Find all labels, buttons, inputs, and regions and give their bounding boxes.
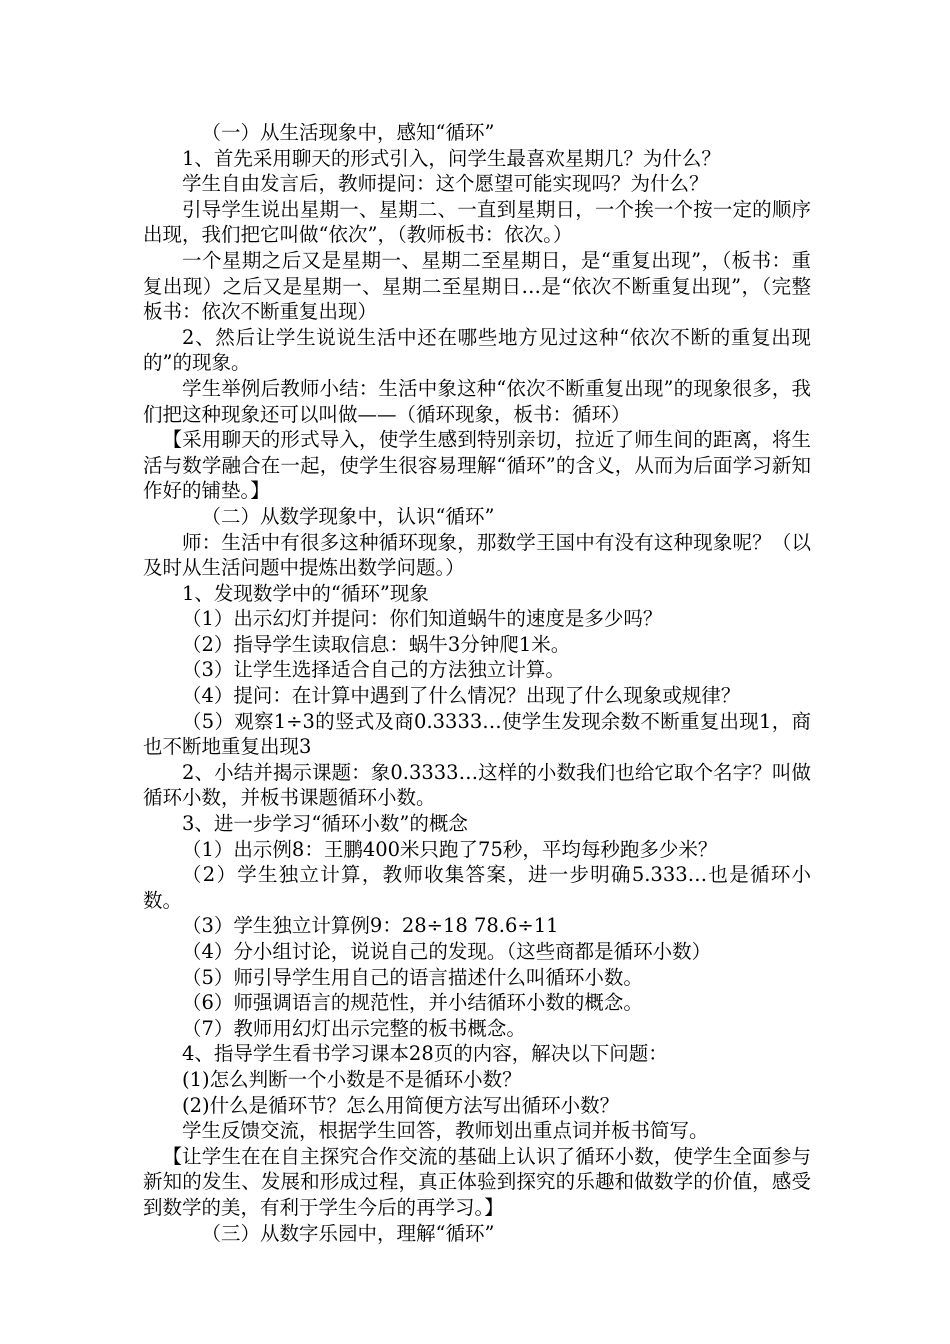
paragraph: （三）从数字乐园中，理解“循环” <box>201 1221 495 1245</box>
paragraph: 4、指导学生看书学习课本28页的内容，解决以下问题： <box>182 1042 668 1066</box>
paragraph: 学生反馈交流，根据学生回答，教师划出重点词并板书简写。 <box>182 1119 709 1143</box>
paragraph: （4）提问：在计算中遇到了什么情况？出现了什么现象或规律？ <box>182 684 741 708</box>
paragraph: 引导学生说出星期一、星期二、一直到星期日，一个挨一个按一定的顺序出现，我们把它叫做“依次”，（教师板书：依次。） <box>143 197 811 247</box>
paragraph: 一个星期之后又是星期一、星期二至星期日，是“重复出现”，（板书：重复出现）之后又是星期一、星期二至星期日…是“依次不断重复出现”，（完整板书：依次不断重复出现） <box>143 248 811 324</box>
paragraph: 1、首先采用聊天的形式引入，问学生最喜欢星期几？为什么？ <box>182 146 721 170</box>
paragraph: （一）从生活现象中，感知“循环” <box>201 121 495 144</box>
paragraph: （4）分小组讨论，说说自己的发现。（这些商都是循环小数） <box>182 940 712 963</box>
paragraph: 2、然后让学生说说生活中还在哪些地方见过这种“依次不断的重复出现的”的现象。 <box>143 325 811 375</box>
paragraph: 3、进一步学习“循环小数”的概念 <box>182 812 468 836</box>
paragraph: （3）让学生选择适合自己的方法独立计算。 <box>182 658 565 682</box>
paragraph: （7）教师用幻灯出示完整的板书概念。 <box>182 1016 526 1040</box>
paragraph: （5）观察1÷3的竖式及商0.3333…使学生发现余数不断重复出现1，商也不断地重复出现3 <box>143 709 811 759</box>
paragraph: （1）出示幻灯并提问：你们知道蜗牛的速度是多少吗？ <box>182 607 663 631</box>
paragraph: （3）学生独立计算例9：28÷18 78.6÷11 <box>182 914 559 938</box>
paragraph: （二）从数学现象中，认识“循环” <box>201 504 495 528</box>
paragraph: 1、发现数学中的“循环”现象 <box>182 581 429 605</box>
paragraph: （1）出示例8：王鹏400米只跑了75秒，平均每秒跑多少米？ <box>182 837 718 861</box>
document-body <box>143 120 811 1246</box>
paragraph: 【让学生在在自主探究合作交流的基础上认识了循环小数，使学生全面参与新知的发生、发展和形成过程，真正体验到探究的乐趣和做数学的价值，感受到数学的美，有利于学生今后的再学习。】 <box>143 1144 811 1219</box>
paragraph: 师：生活中有很多这种循环现象，那数学王国中有没有这种现象呢？（以及时从生活问题中提炼出数学问题。） <box>143 530 811 580</box>
paragraph: （2）指导学生读取信息：蜗牛3分钟爬1米。 <box>182 632 571 656</box>
paragraph: 2、小结并揭示课题：象0.3333…这样的小数我们也给它取个名字？叫做循环小数，并板书课题循环小数。 <box>143 760 811 810</box>
paragraph: （6）师强调语言的规范性，并小结循环小数的概念。 <box>182 991 643 1015</box>
paragraph: 学生自由发言后，教师提问：这个愿望可能实现吗？为什么？ <box>182 172 709 196</box>
paragraph: (1)怎么判断一个小数是不是循环小数？ <box>182 1067 522 1091</box>
paragraph: （2）学生独立计算，教师收集答案，进一步明确5.333…也是循环小数。 <box>143 863 811 912</box>
paragraph: 学生举例后教师小结：生活中象这种“依次不断重复出现”的现象很多，我们把这种现象还可以叫做——（循环现象，板书：循环） <box>143 376 811 426</box>
paragraph: (2)什么是循环节？怎么用简便方法写出循环小数？ <box>182 1093 620 1117</box>
paragraph: （5）师引导学生用自己的语言描述什么叫循环小数。 <box>182 965 643 989</box>
paragraph: 【采用聊天的形式导入，使学生感到特别亲切，拉近了师生间的距离，将生活与数学融合在一起，使学生很容易理解“循环”的含义，从而为后面学习新知作好的铺垫。】 <box>143 428 811 503</box>
